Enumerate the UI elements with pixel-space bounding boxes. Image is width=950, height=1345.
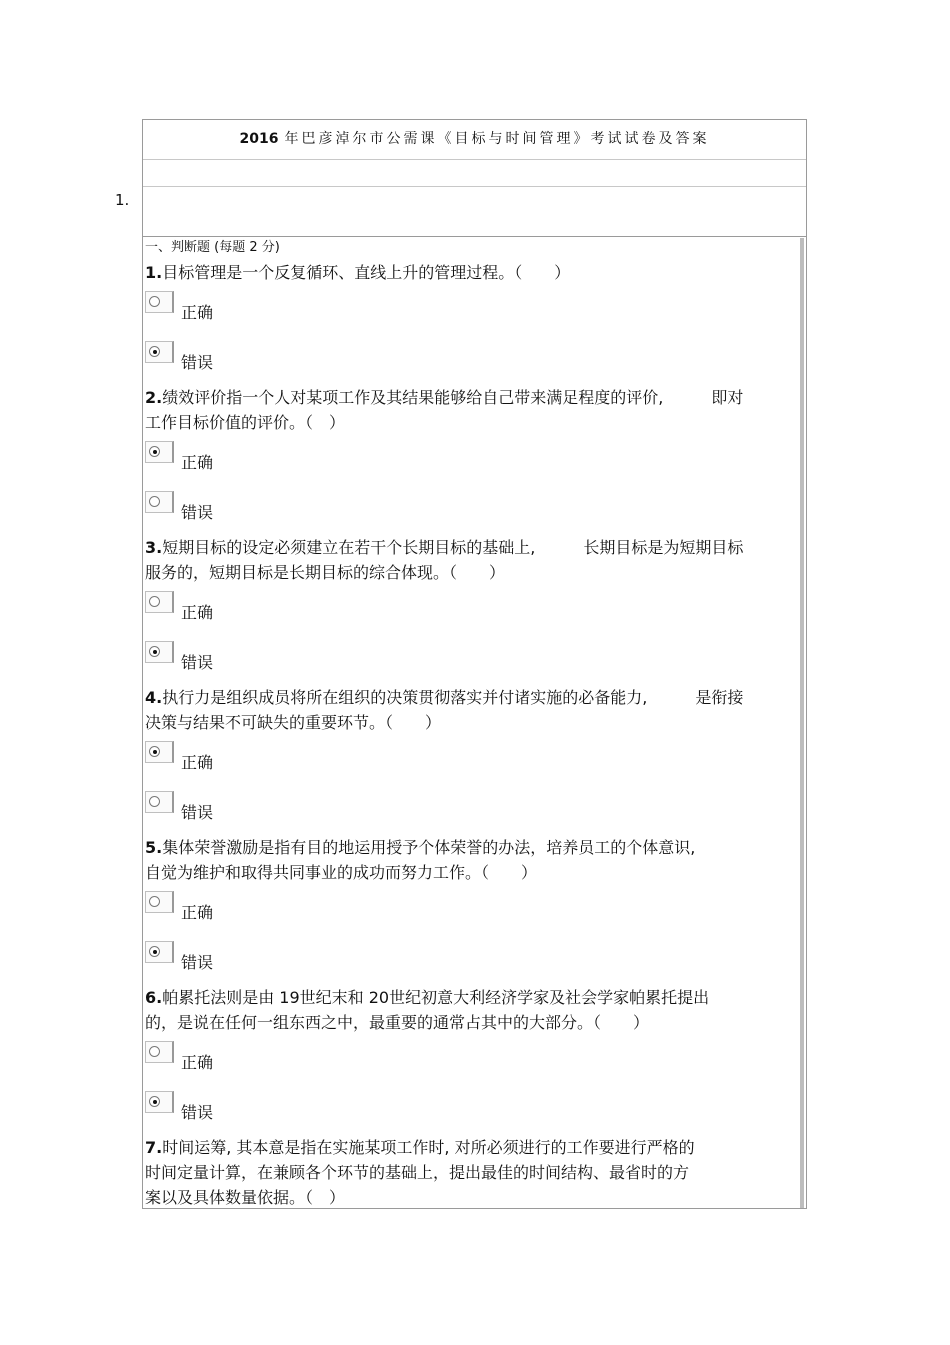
radio-button[interactable] bbox=[149, 896, 160, 907]
question-number: 5. bbox=[145, 838, 163, 857]
option-false[interactable] bbox=[145, 635, 805, 685]
page-title bbox=[143, 120, 806, 160]
question-line1: 集体荣誉激励是指有目的地运用授予个体荣誉的办法，培养员工的个体意识, bbox=[162, 838, 696, 857]
option-label: 错误 bbox=[181, 953, 214, 972]
option-false[interactable] bbox=[145, 785, 805, 835]
question-2 bbox=[145, 385, 805, 535]
radio-button[interactable] bbox=[149, 796, 160, 807]
radio-frame bbox=[145, 491, 174, 513]
radio-frame bbox=[145, 1091, 174, 1113]
question-line2: 决策与结果不可缺失的重要环节。（ ） bbox=[145, 713, 442, 732]
option-label: 错误 bbox=[181, 353, 214, 372]
option-label: 正确 bbox=[181, 603, 214, 622]
option-label: 正确 bbox=[181, 903, 214, 922]
question-5 bbox=[145, 835, 805, 985]
item-number: 1. bbox=[115, 191, 130, 209]
question-line3: 案以及具体数量依据。（ ） bbox=[145, 1188, 346, 1207]
radio-button[interactable] bbox=[149, 746, 160, 757]
question-number: 6. bbox=[145, 988, 163, 1007]
option-true[interactable] bbox=[145, 285, 805, 335]
option-false[interactable] bbox=[145, 935, 805, 985]
radio-frame bbox=[145, 341, 174, 363]
question-line2: 服务的，短期目标是长期目标的综合体现。（ ） bbox=[145, 563, 506, 582]
question-3 bbox=[145, 535, 805, 685]
question-line1-tail: 长期目标是为短期目标 bbox=[583, 538, 744, 557]
question-number: 1. bbox=[145, 263, 163, 282]
question-number: 2. bbox=[145, 388, 163, 407]
question-text bbox=[145, 385, 801, 435]
question-line1: 短期目标的设定必须建立在若干个长期目标的基础上, bbox=[162, 538, 536, 557]
radio-frame bbox=[145, 891, 174, 913]
question-number: 7. bbox=[145, 1138, 163, 1157]
question-line1: 帕累托法则是由 19世纪末和 20世纪初意大利经济学家及社会学家帕累托提出 bbox=[162, 988, 710, 1007]
option-label: 错误 bbox=[181, 1103, 214, 1122]
radio-frame bbox=[145, 941, 174, 963]
question-text bbox=[145, 260, 801, 285]
radio-frame bbox=[145, 591, 174, 613]
radio-button[interactable] bbox=[149, 496, 160, 507]
question-text bbox=[145, 685, 801, 735]
radio-button[interactable] bbox=[149, 346, 160, 357]
radio-button[interactable] bbox=[149, 596, 160, 607]
title-year: 2016 bbox=[239, 131, 279, 147]
radio-frame bbox=[145, 791, 174, 813]
question-line2: 自觉为维护和取得共同事业的成功而努力工作。（ ） bbox=[145, 863, 538, 882]
radio-button[interactable] bbox=[149, 646, 160, 657]
question-line1: 执行力是组织成员将所在组织的决策贯彻落实并付诸实施的必备能力, bbox=[162, 688, 648, 707]
option-label: 正确 bbox=[181, 303, 214, 322]
question-line1: 目标管理是一个反复循环、直线上升的管理过程。（ ） bbox=[162, 263, 571, 282]
option-label: 正确 bbox=[181, 1053, 214, 1072]
question-text bbox=[145, 985, 801, 1035]
question-line2: 时间定量计算，在兼顾各个环节的基础上，提出最佳的时间结构、最省时的方 bbox=[145, 1163, 690, 1182]
radio-button[interactable] bbox=[149, 446, 160, 457]
option-true[interactable] bbox=[145, 585, 805, 635]
question-6 bbox=[145, 985, 805, 1135]
question-list bbox=[145, 238, 805, 1210]
question-number: 3. bbox=[145, 538, 163, 557]
question-text bbox=[145, 535, 801, 585]
question-line1-tail: 即对 bbox=[711, 388, 744, 407]
radio-button[interactable] bbox=[149, 296, 160, 307]
option-true[interactable] bbox=[145, 735, 805, 785]
radio-frame bbox=[145, 641, 174, 663]
option-false[interactable] bbox=[145, 485, 805, 535]
option-true[interactable] bbox=[145, 1035, 805, 1085]
radio-button[interactable] bbox=[149, 946, 160, 957]
question-text bbox=[145, 835, 801, 885]
title-text: 年巴彦淖尔市公需课《目标与时间管理》考试试卷及答案 bbox=[284, 131, 710, 147]
section-header: 一、判断题 (每题 2 分) bbox=[145, 240, 280, 255]
radio-button[interactable] bbox=[149, 1046, 160, 1057]
question-line1-tail: 是衔接 bbox=[695, 688, 744, 707]
question-line2: 工作目标价值的评价。（ ） bbox=[145, 413, 346, 432]
option-false[interactable] bbox=[145, 1085, 805, 1135]
option-false[interactable] bbox=[145, 335, 805, 385]
option-label: 错误 bbox=[181, 803, 214, 822]
radio-button[interactable] bbox=[149, 1096, 160, 1107]
blank-row bbox=[143, 160, 806, 187]
radio-frame bbox=[145, 741, 174, 763]
question-line1: 绩效评价指一个人对某项工作及其结果能够给自己带来满足程度的评价, bbox=[162, 388, 664, 407]
option-label: 错误 bbox=[181, 653, 214, 672]
option-true[interactable] bbox=[145, 435, 805, 485]
radio-frame bbox=[145, 291, 174, 313]
radio-frame bbox=[145, 441, 174, 463]
option-label: 错误 bbox=[181, 503, 214, 522]
question-1 bbox=[145, 260, 805, 385]
blank-row bbox=[143, 187, 806, 237]
question-4 bbox=[145, 685, 805, 835]
option-true[interactable] bbox=[145, 885, 805, 935]
option-label: 正确 bbox=[181, 753, 214, 772]
question-text bbox=[145, 1135, 801, 1210]
question-number: 4. bbox=[145, 688, 163, 707]
option-label: 正确 bbox=[181, 453, 214, 472]
radio-frame bbox=[145, 1041, 174, 1063]
question-line1: 时间运筹, 其本意是指在实施某项工作时, 对所必须进行的工作要进行严格的 bbox=[162, 1138, 695, 1157]
question-7 bbox=[145, 1135, 805, 1210]
question-line2: 的，是说在任何一组东西之中，最重要的通常占其中的大部分。（ ） bbox=[145, 1013, 650, 1032]
